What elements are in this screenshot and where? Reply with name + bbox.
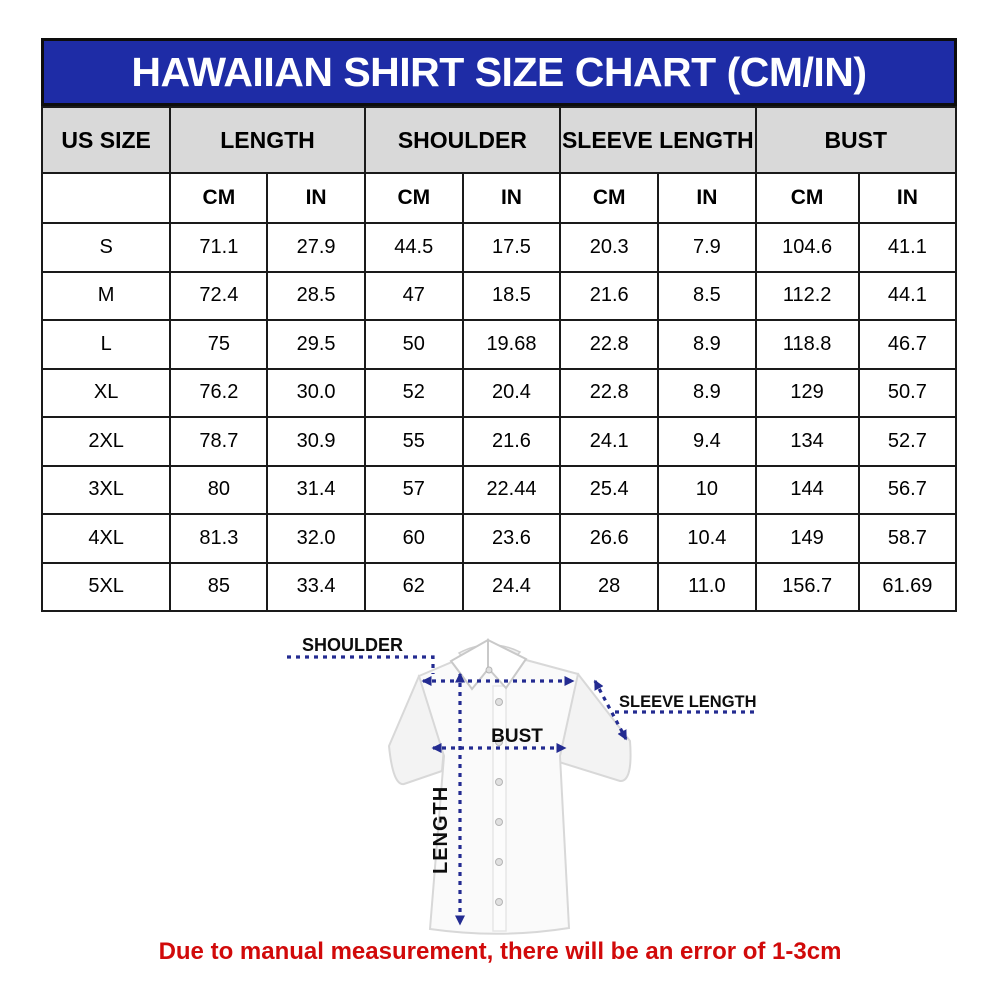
measurement-error-note: Due to manual measurement, there will be an error of 1-3cm	[158, 938, 842, 965]
value-cell: 8.5	[658, 272, 755, 321]
value-cell: 29.5	[267, 320, 364, 369]
value-cell: 149	[756, 514, 859, 563]
value-cell: 22.8	[560, 320, 658, 369]
shirt-placket	[493, 686, 506, 931]
unit-header-shoulder-in: IN	[463, 173, 560, 223]
unit-header-sleeve-cm: CM	[560, 173, 658, 223]
value-cell: 19.68	[463, 320, 560, 369]
value-cell: 20.4	[463, 369, 560, 418]
value-cell: 33.4	[267, 563, 364, 612]
value-cell: 156.7	[756, 563, 859, 612]
value-cell: 28.5	[267, 272, 364, 321]
value-cell: 112.2	[756, 272, 859, 321]
unit-header-sleeve-in: IN	[658, 173, 755, 223]
value-cell: 57	[365, 466, 463, 515]
value-cell: 41.1	[859, 223, 956, 272]
value-cell: 10.4	[658, 514, 755, 563]
value-cell: 23.6	[463, 514, 560, 563]
unit-header-bust-cm: CM	[756, 173, 859, 223]
size-cell: M	[42, 272, 170, 321]
size-cell: S	[42, 223, 170, 272]
value-cell: 25.4	[560, 466, 658, 515]
column-header-length: LENGTH	[170, 107, 364, 173]
size-cell: 4XL	[42, 514, 170, 563]
value-cell: 8.9	[658, 320, 755, 369]
column-header-us-size: US SIZE	[42, 107, 170, 173]
value-cell: 26.6	[560, 514, 658, 563]
value-cell: 71.1	[170, 223, 267, 272]
value-cell: 22.8	[560, 369, 658, 418]
value-cell: 46.7	[859, 320, 956, 369]
value-cell: 81.3	[170, 514, 267, 563]
value-cell: 44.5	[365, 223, 463, 272]
unit-header-length-cm: CM	[170, 173, 267, 223]
shirt-illustration	[389, 640, 631, 934]
value-cell: 24.4	[463, 563, 560, 612]
value-cell: 21.6	[560, 272, 658, 321]
size-cell: 5XL	[42, 563, 170, 612]
value-cell: 72.4	[170, 272, 267, 321]
size-cell: XL	[42, 369, 170, 418]
value-cell: 118.8	[756, 320, 859, 369]
value-cell: 58.7	[859, 514, 956, 563]
column-header-shoulder: SHOULDER	[365, 107, 560, 173]
value-cell: 60	[365, 514, 463, 563]
value-cell: 18.5	[463, 272, 560, 321]
value-cell: 7.9	[658, 223, 755, 272]
column-header-bust: BUST	[756, 107, 957, 173]
value-cell: 129	[756, 369, 859, 418]
value-cell: 50	[365, 320, 463, 369]
value-cell: 76.2	[170, 369, 267, 418]
value-cell: 52.7	[859, 417, 956, 466]
sleeve-length-label: SLEEVE LENGTH	[619, 693, 757, 711]
shoulder-label: SHOULDER	[302, 635, 404, 655]
value-cell: 31.4	[267, 466, 364, 515]
unit-header-shoulder-cm: CM	[365, 173, 463, 223]
value-cell: 21.6	[463, 417, 560, 466]
value-cell: 27.9	[267, 223, 364, 272]
value-cell: 78.7	[170, 417, 267, 466]
value-cell: 62	[365, 563, 463, 612]
value-cell: 22.44	[463, 466, 560, 515]
value-cell: 104.6	[756, 223, 859, 272]
value-cell: 20.3	[560, 223, 658, 272]
value-cell: 55	[365, 417, 463, 466]
value-cell: 8.9	[658, 369, 755, 418]
value-cell: 85	[170, 563, 267, 612]
value-cell: 144	[756, 466, 859, 515]
value-cell: 10	[658, 466, 755, 515]
value-cell: 28	[560, 563, 658, 612]
chart-title: HAWAIIAN SHIRT SIZE CHART (CM/IN)	[131, 48, 867, 95]
value-cell: 30.0	[267, 369, 364, 418]
size-cell: 3XL	[42, 466, 170, 515]
value-cell: 30.9	[267, 417, 364, 466]
value-cell: 80	[170, 466, 267, 515]
value-cell: 24.1	[560, 417, 658, 466]
length-label: LENGTH	[430, 785, 452, 874]
value-cell: 11.0	[658, 563, 755, 612]
value-cell: 56.7	[859, 466, 956, 515]
value-cell: 134	[756, 417, 859, 466]
bust-label: BUST	[491, 726, 543, 747]
value-cell: 52	[365, 369, 463, 418]
value-cell: 32.0	[267, 514, 364, 563]
unit-header-bust-in: IN	[859, 173, 956, 223]
value-cell: 9.4	[658, 417, 755, 466]
value-cell: 44.1	[859, 272, 956, 321]
value-cell: 75	[170, 320, 267, 369]
size-cell: 2XL	[42, 417, 170, 466]
value-cell: 17.5	[463, 223, 560, 272]
unit-header-length-in: IN	[267, 173, 364, 223]
shoulder-leader-line	[287, 657, 433, 674]
size-cell: L	[42, 320, 170, 369]
value-cell: 61.69	[859, 563, 956, 612]
column-header-sleeve-length: SLEEVE LENGTH	[560, 107, 755, 173]
value-cell: 47	[365, 272, 463, 321]
value-cell: 50.7	[859, 369, 956, 418]
